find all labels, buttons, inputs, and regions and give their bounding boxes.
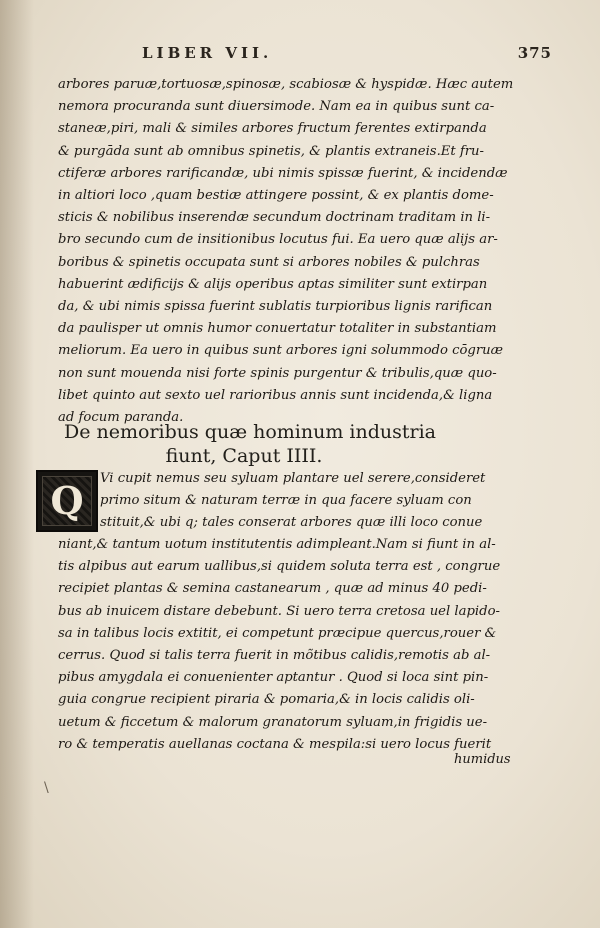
text-line: Vi cupit nemus seu syluam plantare uel serere,consideret (100, 471, 486, 486)
text-line: ad focum paranda. (58, 410, 184, 426)
text-line: da paulisper ut omnis humor conuertatur totaliter in substantiam (58, 321, 497, 337)
text-line: stituit,& ubi q; tales conserat arbores quæ illi loco conue (100, 515, 483, 531)
body-text-top (58, 74, 514, 429)
text-line: & purgāda sunt ab omnibus spinetis, & plantis extraneis.Et fru- (58, 143, 485, 159)
text-line: niant,& tantum uotum institutentis adimpleant.Nam si fiunt in al- (58, 537, 496, 552)
text-line: tis alpibus aut earum uallibus,si quidem soluta terra est , congrue (58, 559, 501, 575)
chapter-title-line-1: De nemoribus quæ hominum industria (64, 421, 436, 443)
text-line: sa in talibus locis extitit, ei competunt præcipue quercus,rouer & (58, 625, 497, 641)
text-line: habuerint ædificijs & alijs operibus aptas similiter sunt extirpan (58, 276, 488, 292)
text-line: guia congrue recipient piraria & pomaria,& in locis calidis oli- (58, 692, 475, 708)
text-line: in altiori loco ,quam bestiæ attingere possint, & ex plantis dome- (58, 188, 494, 204)
catchword: humidus (454, 752, 511, 767)
text-line: pibus amygdala ei conuenienter aptantur . Quod si loca sint pin- (58, 670, 489, 686)
text-line: ro & temperatis auellanas coctana & mespila:si uero locus fuerit (58, 736, 492, 752)
initial-letter: Q (50, 478, 84, 523)
text-line: meliorum. Ea uero in quibus sunt arbores igni solummodo cōgruæ (58, 343, 504, 359)
text-line: ctiferæ arbores rarificandæ, ubi nimis spissæ fuerint, & incidendæ (58, 165, 508, 181)
decorated-initial (36, 470, 98, 532)
body-text-bottom (58, 534, 501, 756)
text-line: cerrus. Quod si talis terra fuerit in mõtibus calidis,remotis ab al- (58, 648, 491, 664)
text-line: staneæ,piri, mali & similes arbores fructum ferentes extirpanda (58, 121, 487, 137)
body-text-beside-initial (100, 468, 490, 535)
text-line: bus ab inuicem distare debebunt. Si uero terra cretosa uel lapido- (58, 603, 500, 619)
text-line: bro secundo cum de insitionibus locutus fui. Ea uero quæ alijs ar- (58, 232, 498, 248)
initial-ornament (42, 476, 92, 526)
chapter-title (64, 420, 436, 468)
margin-mark: \ (44, 780, 49, 796)
text-line: arbores paruæ,tortuosæ,spinosæ, scabiosæ & hyspidæ. Hæc autem (58, 77, 514, 92)
text-line: non sunt mouenda nisi forte spinis purgentur & tribulis,quæ quo- (58, 365, 497, 381)
text-line: boribus & spinetis occupata sunt si arbores nobiles & pulchras (58, 254, 480, 270)
text-line: nemora procuranda sunt diuersimode. Nam ea in quibus sunt ca- (58, 99, 495, 115)
text-line: uetum & ficcetum & malorum granatorum syluam,in frigidis ue- (58, 714, 488, 730)
text-line: libet quinto aut sexto uel rarioribus annis sunt incidenda,& ligna (58, 387, 493, 403)
text-line: primo situm & naturam terræ in qua facere syluam con (100, 493, 472, 509)
text-line: da, & ubi nimis spissa fuerint sublatis turpioribus lignis rarifican (58, 299, 493, 315)
running-head: LIBER VII. (142, 44, 273, 62)
chapter-title-line-2: fiunt, Caput IIII. (165, 445, 323, 467)
text-line: recipiet plantas & semina castanearum , quæ ad minus 40 pedi- (58, 581, 487, 597)
text-line: sticis & nobilibus inserendæ secundum doctrinam traditam in li- (58, 210, 491, 226)
page-header (60, 44, 552, 68)
folio-number: 375 (517, 44, 552, 62)
